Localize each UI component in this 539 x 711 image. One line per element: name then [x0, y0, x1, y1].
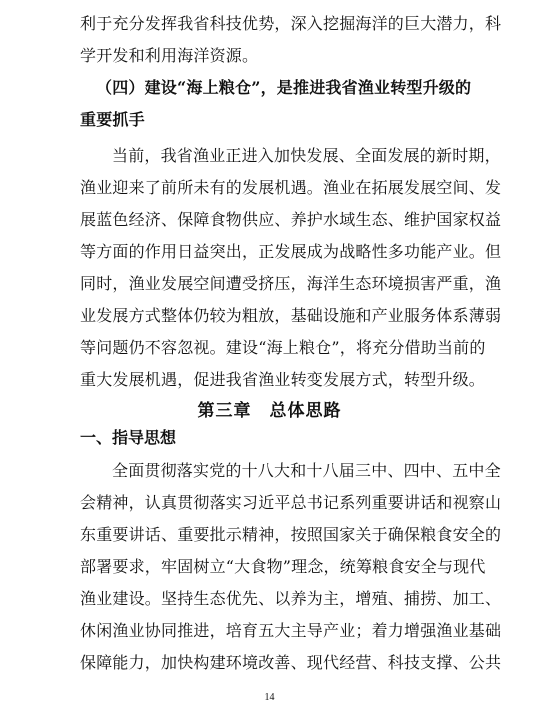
text-line: 展蓝色经济、保障食物供应、养护水域生态、维护国家权益: [80, 210, 502, 229]
text-line: 利于充分发挥我省科技优势，深入挖掘海洋的巨大潜力，科: [80, 14, 502, 33]
text-line: 渔业建设。坚持生态优先、以养为主，增殖、捕捞、加工、: [80, 589, 502, 608]
text-line: 保障能力，加快构建环境改善、现代经营、科技支撑、公共: [80, 653, 502, 672]
text-line: 学开发和利用海洋资源。: [80, 46, 259, 65]
section-heading-line: （四）建设“海上粮仓”，是推进我省渔业转型升级的: [96, 78, 472, 97]
text-line: 等问题仍不容忽视。建设“海上粮仓”，将充分借助当前的: [80, 338, 486, 357]
text-line: 会精神，认真贯彻落实习近平总书记系列重要讲话和视察山: [80, 493, 502, 512]
text-line: 全面贯彻落实党的十八大和十八届三中、四中、五中全: [112, 461, 501, 480]
text-line: 渔业迎来了前所未有的发展机遇。渔业在拓展发展空间、发: [80, 178, 502, 197]
section-title: 一、指导思想: [80, 428, 177, 447]
text-line: 业发展方式整体仍较为粗放，基础设施和产业服务体系薄弱: [80, 306, 502, 325]
page-number: 14: [264, 692, 275, 703]
text-line: 重大发展机遇，促进我省渔业转变发展方式，转型升级。: [80, 370, 486, 389]
text-line: 同时，渔业发展空间遭受挤压，海洋生态环境损害严重，渔: [80, 274, 502, 293]
section-heading-line: 重要抓手: [80, 110, 145, 129]
text-line: 休闲渔业协同推进，培育五大主导产业；着力增强渔业基础: [80, 621, 502, 640]
text-line: 部署要求，牢固树立“大食物”理念，统筹粮食安全与现代: [80, 557, 486, 576]
text-line: 东重要讲话、重要批示精神，按照国家关于确保粮食安全的: [80, 525, 502, 544]
text-line: 当前，我省渔业正进入加快发展、全面发展的新时期，: [112, 146, 501, 165]
text-line: 等方面的作用日益突出，正发展成为战略性多功能产业。但: [80, 242, 502, 261]
chapter-title: 第三章 总体思路: [197, 401, 342, 421]
